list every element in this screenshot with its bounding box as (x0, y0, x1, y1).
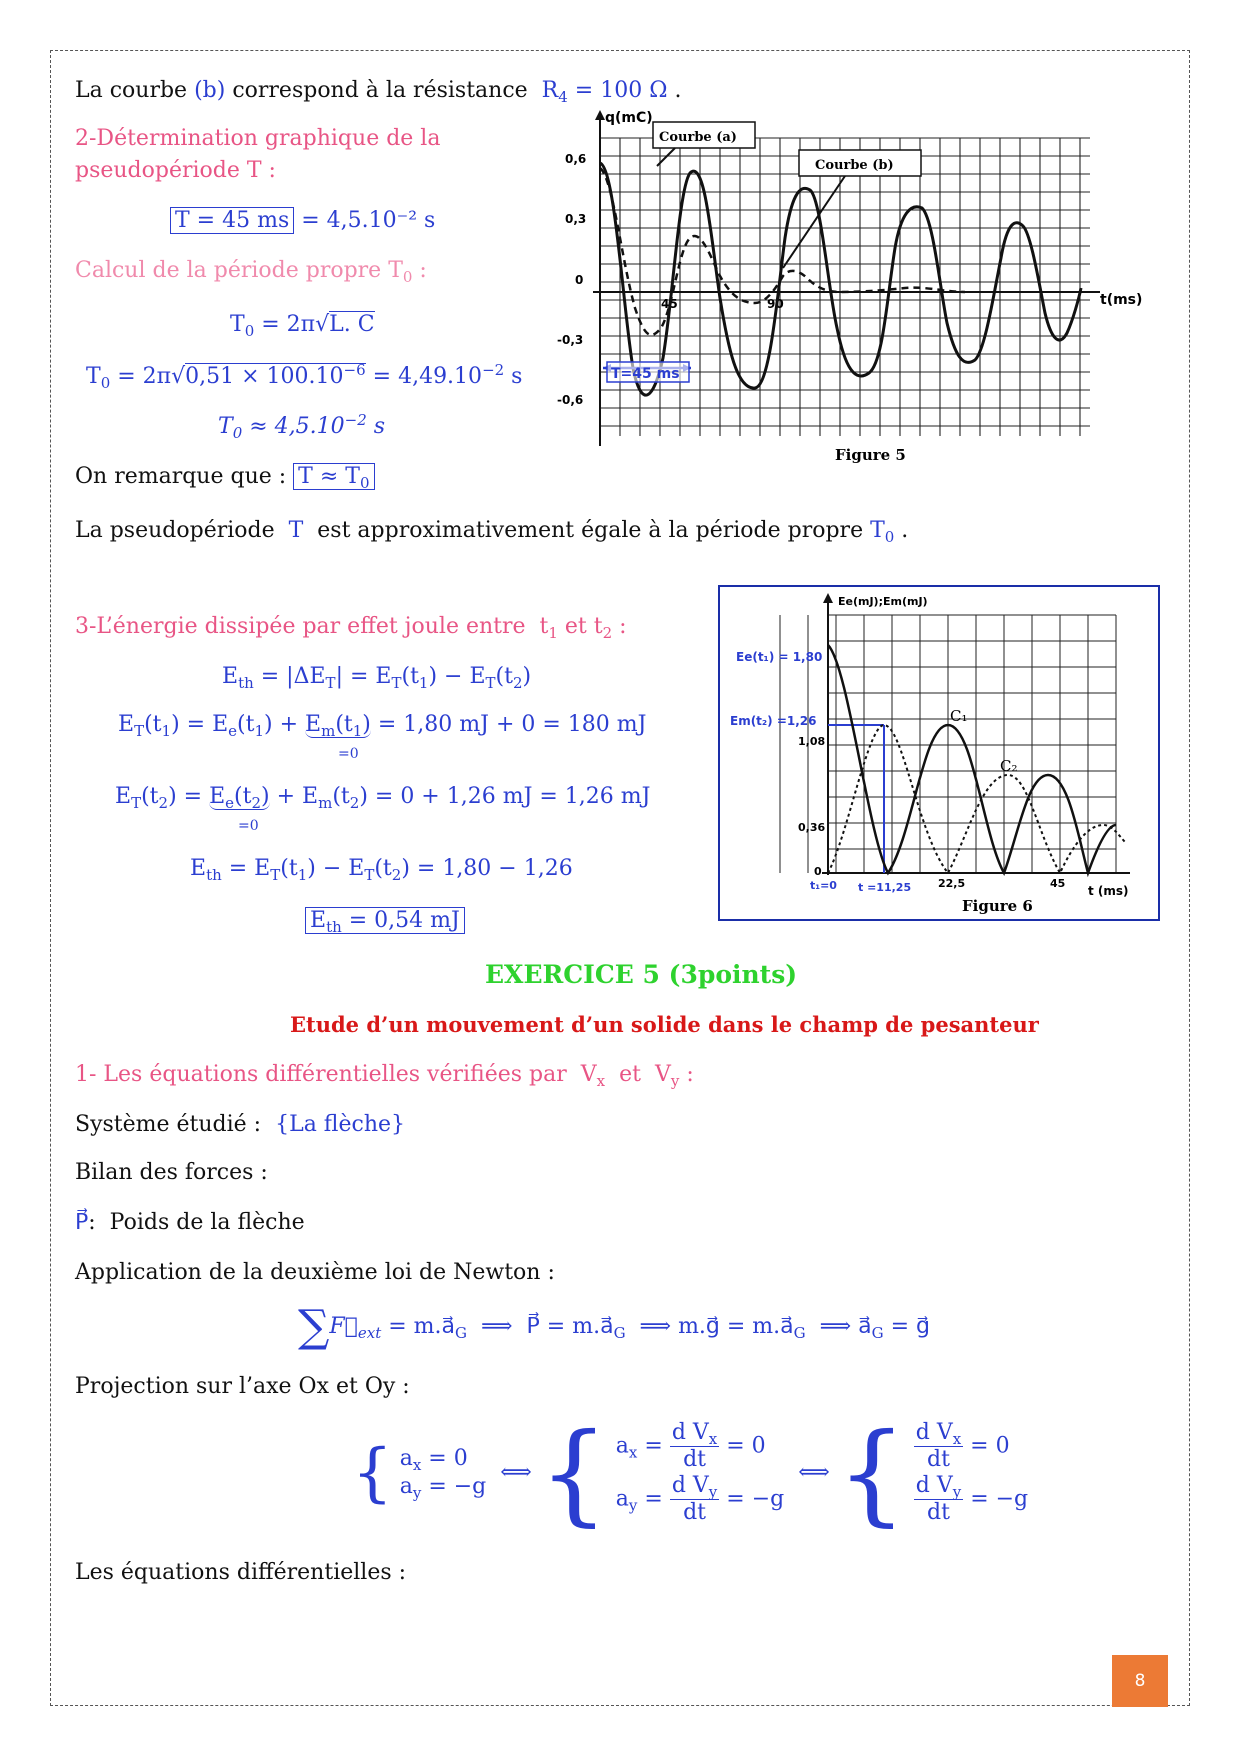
remark-box: $T \approx T_0$ (293, 463, 374, 490)
system-line: Système étudié : {La flèche} (75, 1112, 406, 1137)
figure5-ytick-03: 0,3 (565, 212, 587, 226)
section2-heading-line2: pseudopériode T : (75, 158, 276, 183)
forces-line: Bilan des forces : (75, 1160, 268, 1185)
figure5-ytick-06: 0,6 (565, 152, 587, 166)
eq-et2: $E_T(t_2) = E_e(t_2) + E_m(t_2) = 0 + 1,26$ mJ = 1,26 mJ (115, 784, 651, 812)
eq-et1: $E_T(t_1) = E_e(t_1) + E_m(t_1) = 1,80$ mJ + 0 = 180 mJ (118, 712, 647, 740)
figure6 (718, 585, 1160, 921)
figure6-c1-label: C₁ (950, 707, 968, 725)
diff-equations-line: Les équations différentielles : (75, 1560, 407, 1585)
projection-line: Projection sur l’axe Ox et Oy : (75, 1374, 410, 1399)
section3-heading: 3-L’énergie dissipée par effet joule entre $t_1$ et $t_2$ : (75, 614, 627, 642)
figure5-y-label: q(mC) (605, 110, 653, 126)
t-value: = 4,5.10⁻² s (301, 208, 436, 233)
eq-eth-result: $E_{th} = 0,54$ mJ (305, 906, 465, 936)
figure5-ytick-0: 0 (575, 273, 584, 287)
figure6-xtick-225: 22,5 (938, 877, 966, 890)
weight-line: P⃗: Poids de la flèche (75, 1210, 305, 1235)
figure5-ytick-m06: -0,6 (557, 393, 584, 407)
figure5-period-label: T=45 ms (611, 366, 680, 382)
figure6-em-label: Em(t₂) =1,26 (730, 714, 817, 728)
figure5 (545, 108, 1155, 470)
figure5-xtick-45: 45 (661, 297, 678, 311)
figure5-x-label: t(ms) (1100, 292, 1143, 308)
remark (75, 462, 375, 492)
eq-et2-under: =0 (238, 818, 259, 834)
figure6-c2-label: C₂ (1000, 757, 1018, 775)
conclusion: La pseudopériode T est approximativement égale à la période propre $T_0$ . (75, 518, 909, 546)
figure6-ytick-108: 1,08 (798, 735, 826, 748)
figure6-ytick-0: 0 (814, 865, 822, 878)
figure5-caption: Figure 5 (835, 446, 906, 464)
figure6-x-label: t (ms) (1088, 884, 1129, 898)
exercise5-title: EXERCICE 5 (3points) (485, 960, 798, 989)
eq-eth-diff: $E_{th} = E_T(t_1) - E_T(t_2) = 1,80 - 1,26$ (190, 856, 573, 884)
formula-t0-numeric: $T_0 = 2\pi√0,51 \times 100.10^{-6} = 4,49.10^{-2}$ s (86, 361, 523, 392)
figure6-frame (719, 586, 1159, 920)
figure6-caption: Figure 6 (962, 897, 1033, 915)
figure5-label-a: Courbe (a) (659, 130, 737, 145)
section2-heading-line1: 2-Détermination graphique de la (75, 126, 441, 151)
formula-t0: $T_0 = 2\pi√L$. C (230, 312, 375, 340)
t-result (170, 206, 435, 236)
figure6-xtick-45: 45 (1050, 877, 1066, 890)
figure6-y-label: Ee(mJ);Em(mJ) (838, 595, 928, 608)
figure6-ytick-036: 0,36 (798, 821, 826, 834)
figure5-xtick-90: 90 (767, 297, 784, 311)
newton-line: Application de la deuxième loi de Newton : (75, 1260, 555, 1285)
figure5-pointer-b (783, 176, 845, 268)
exercise5-subtitle: Etude d’un mouvement d’un solide dans le champ de pesanteur (290, 1012, 1039, 1037)
remark-label: On remarque que : (75, 464, 287, 489)
projection-system: { $a_x = 0$ $a_y = -g$ ⟺ { $a_x$ = $\frac{d V_x}{dt}$ = 0 $a_y$ = $\frac{d V_y}{dt}$ = −g ⟺ { $\frac{d V_x}{dt}$ = 0 $\frac{d V_y}{dt}$ = −g (352, 1409, 1029, 1537)
page-number: 8 (1112, 1655, 1168, 1707)
eq-eth: $E_{th} = |\Delta E_T| = E_T(t_1) - E_T(t_2)$ (222, 664, 532, 692)
figure6-xtick-t2: t =11,25 (858, 881, 912, 894)
eq-et1-under: =0 (338, 746, 359, 762)
t-box: T = 45 ms (170, 207, 294, 234)
figure5-label-b: Courbe (b) (815, 158, 894, 173)
intro-line: La courbe (b) correspond à la résistance $R_4 = 100$ Ω . (75, 78, 682, 106)
calc-heading: Calcul de la période propre $T_0$ : (75, 258, 427, 286)
formula-t0-approx: $T_0 \approx 4,5.10^{-2}$ s (218, 411, 386, 442)
figure6-ee-label: Ee(t₁) = 1,80 (736, 650, 823, 664)
figure5-y-arrow (595, 110, 605, 120)
figure6-xtick-t1: t₁=0 (810, 879, 837, 892)
newton-equation: $\sum F⃗_{ext}$ = $m.a⃗_G$ ⟹ P⃗ = $m.a⃗_G$ ⟹ m.g⃗ = $m.a⃗_G$ ⟹ $a⃗_G$ = g⃗ (298, 1301, 930, 1352)
figure5-ytick-m03: -0,3 (557, 333, 584, 347)
q1-heading: 1- Les équations différentielles vérifiées par $V_x$ et $V_y$ : (75, 1062, 694, 1090)
